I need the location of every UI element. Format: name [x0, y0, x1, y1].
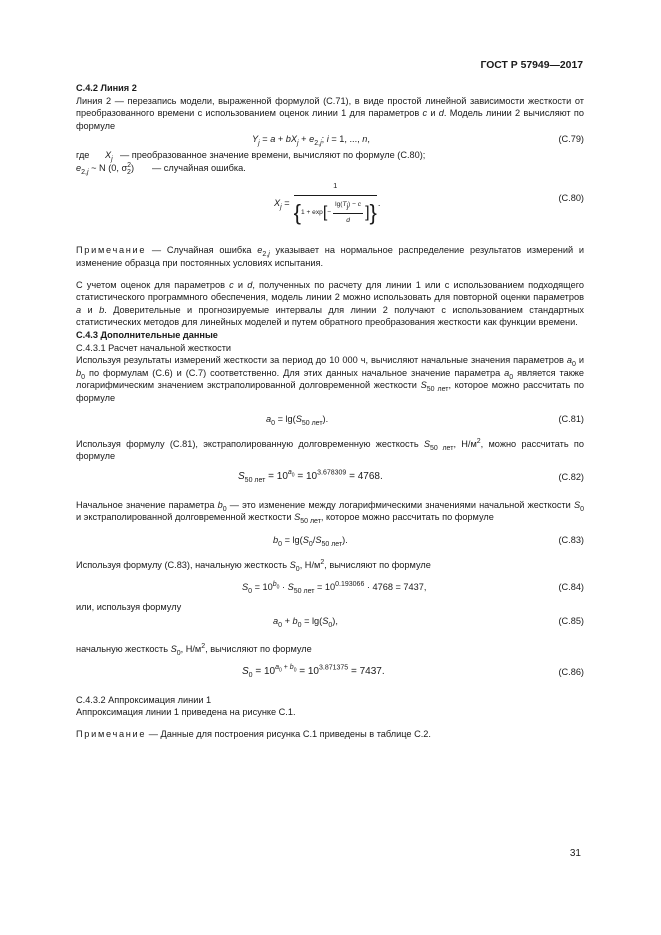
formula-number-c79: (С.79) — [558, 134, 584, 145]
formula-number-c86: (С.86) — [558, 666, 584, 677]
section-heading-c42: С.4.2 Линия 2 — [76, 83, 137, 93]
paragraph-stiffness-formula: начальную жесткость $S_0$, $Н/м^2$, вычисляют по формуле — [76, 643, 312, 657]
formula-number-c83: (С.83) — [558, 534, 584, 545]
formula-c84 — [76, 580, 584, 597]
section-heading-c43: С.4.3 Дополнительные данные — [76, 329, 218, 340]
page-number: 31 — [569, 848, 581, 859]
formula-c82 — [76, 470, 584, 487]
paragraph-extrapolated-stiffness: Используя формулу (С.81), экстраполированную долговременную жесткость $S_{50 лет}$, $Н/м^2$, можно рассчитать по формуле — [76, 437, 584, 462]
formula-c83-expression: $b_0 = \lg(S_0/S_{50 лет})$. — [273, 534, 348, 548]
formula-c80-numerator: 1 — [333, 181, 338, 191]
formula-c80 — [76, 178, 584, 238]
note-2: Примечание — Данные для построения рисунка С.1 приведены в таблице С.2. — [76, 728, 431, 739]
formula-c83 — [76, 533, 584, 550]
formula-number-c81: (С.81) — [558, 413, 584, 424]
paragraph-b0-definition: Начальное значение параметра $b_0$ — это изменение между логарифмическими значениями начальной жесткости $S_0$ и экстраполированной долговременной жесткости $S_{50 лет}$, которое можно рассчитать по формуле — [76, 499, 584, 526]
formula-number-c82: (С.82) — [558, 471, 584, 482]
formula-c86-result: = 7437. — [350, 665, 385, 677]
where-e-description: — случайная ошибка. — [152, 163, 246, 174]
formula-c80-expression: $X_j$ = 1 { 1 + exp [ − $\frac{\lg(T_j) - c}{d}$ ] } . — [274, 181, 381, 226]
formula-number-c85: (С.85) — [558, 616, 584, 627]
where-line-2: $e_{2,j}$ ~ N (0, $\sigma^2_2$) — случайная ошибка. — [76, 162, 246, 177]
where-line-1: где $X_j$ — преобразованное значение времени, вычисляют по формуле (С.80); — [76, 150, 426, 164]
subsection-heading-c432: С.4.3.2 Аппроксимация линии 1 — [76, 694, 212, 705]
formula-c84-expression: $S_0 = 10^{b_0} \cdot S_{50 лет} = 10^{0.193066} \cdot 4768 = 7437$, — [242, 581, 427, 596]
formula-c86-expression: $S_0 = 10^{a_0 + b_0} = 10^{3.871375} = 7437$. — [242, 664, 385, 679]
standard-number: ГОСТ Р 57949—2017 — [480, 60, 583, 71]
formula-c82-expression: $S_{50 лет} = 10^{a_0} = 10^{3.678309} = 4768$. — [238, 469, 383, 484]
subsection-heading-c431: С.4.3.1 Расчет начальной жесткости — [76, 342, 232, 353]
note-1: Примечание — Случайная ошибка $e_{2,j}$ указывает на нормальное распределение результатов измерений и изменение образца при постоянных условиях испытания. — [76, 245, 584, 268]
paragraph-line2-definition: Линия 2 — перезапись модели, выраженной формулой (С.71), в виде простой линейной зависимости жесткости от преобразованного времени с использованием оценок линии 1 для параметров c и d. Модель линии 2 вычисляют по формуле — [76, 95, 584, 131]
where-xj-description: — преобразованное значение времени, вычисляют по формуле (С.80); — [120, 150, 426, 161]
formula-c82-result: = 4768. — [349, 470, 383, 482]
paragraph-initial-values: Используя результаты измерений жесткости за период до 10 000 ч, вычисляют начальные значения параметров $a_0$ и $b_0$ по формулам (С.6) и (С.7) соответственно. Для этих данных начальное значение параметра $a_0$ является также логарифмическим значением экстраполированной долговременной жесткости $S_{50 лет}$, которое можно рассчитать по формуле — [76, 355, 584, 403]
paragraph-or-using: или, используя формулу — [76, 602, 182, 613]
paragraph-parameters-estimation: С учетом оценок для параметров c и d, полученных по расчету для линии 1 или с использованием подходящего статистического программного обеспечения, модель линии 2 можно использовать для повторной оценки параметров a и b. Доверительные и прогнозируемые интервалы для линии 2 получают с использованием стандартных статистических методов для линейных моделей и путем обратного преобразования жесткости как функции времени. — [76, 279, 584, 328]
formula-c81-expression: $a_0 = \lg(S_{50 лет})$. — [266, 413, 329, 427]
formula-number-c84: (С.84) — [558, 582, 584, 593]
formula-c84-tail: · 4768 = 7437, — [366, 582, 427, 593]
formula-c86 — [76, 665, 584, 682]
formula-c79 — [76, 132, 584, 149]
formula-c85 — [76, 614, 584, 631]
formula-c81 — [76, 412, 584, 429]
formula-c79-expression: $Y_j = a + bX_j + e_{2,j}$; i = 1, ..., n, — [252, 134, 370, 148]
where-word: где — [76, 150, 90, 161]
formula-number-c80: (С.80) — [558, 193, 584, 204]
paragraph-initial-stiffness: Используя формулу (С.83), начальную жесткость $S_0$, $Н/м^2$, вычисляют по формуле — [76, 558, 431, 573]
paragraph-figure-reference: Аппроксимация линии 1 приведена на рисунке С.1. — [76, 707, 296, 718]
formula-c85-expression: $a_0 + b_0 = \lg(S_0)$, — [273, 616, 338, 629]
document-body — [76, 82, 584, 740]
